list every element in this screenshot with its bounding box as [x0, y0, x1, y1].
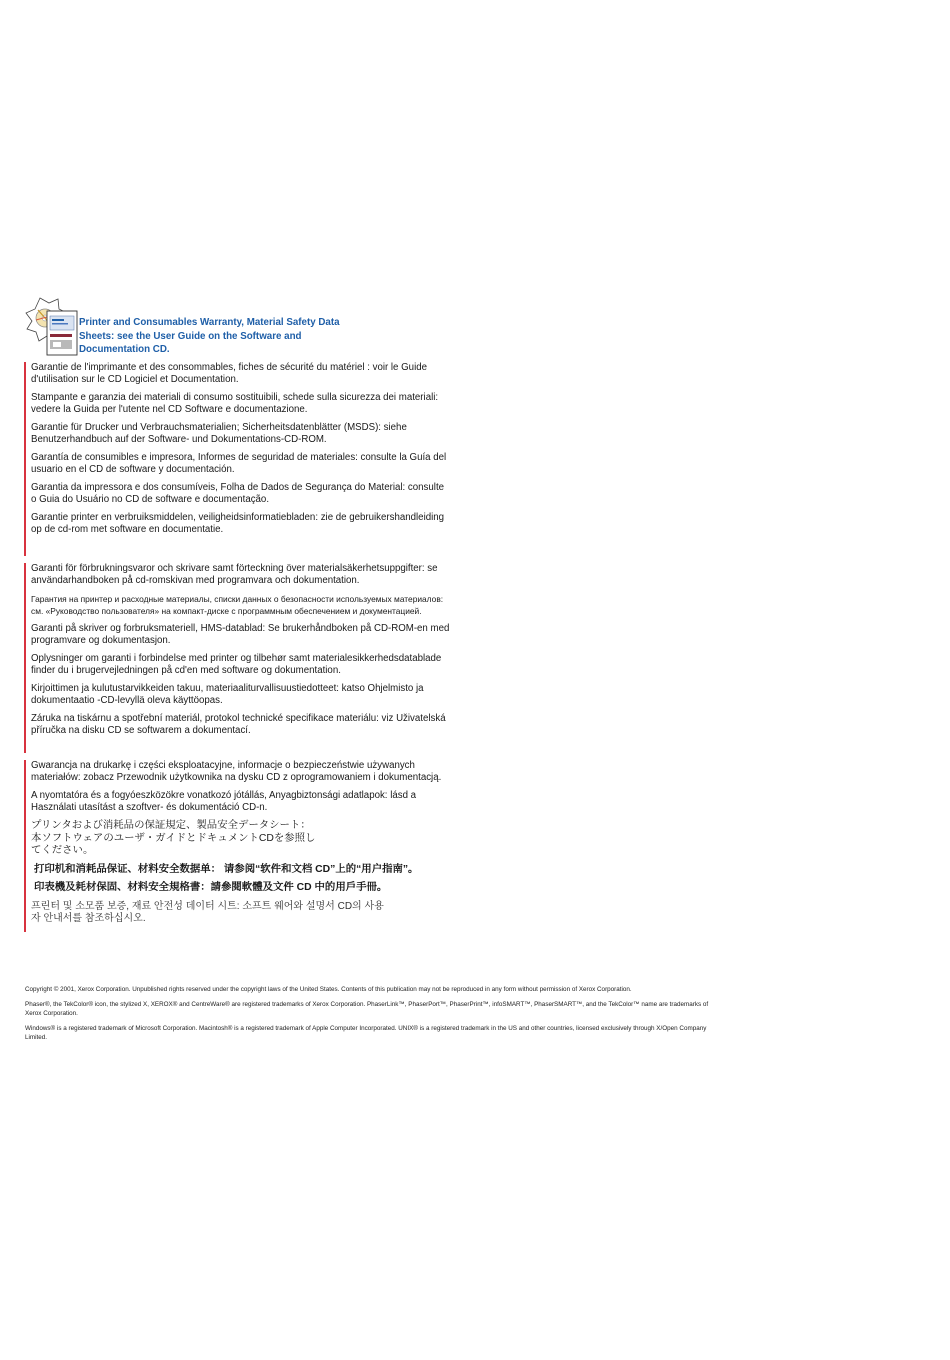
- header: [22, 296, 382, 360]
- warranty-text-norwegian: Garanti på skriver og forbruksmateriell, HMS-datablad: Se brukerhåndboken på CD-ROM-en med programvare og dokumentasjon.: [31, 623, 450, 646]
- warranty-text-hungarian: A nyomtatóra és a fogyóeszközökre vonatkozó jótállás, Anyagbiztonsági adatlapok: lásd a Használati utasítást a szoftver- és dokumentáció CD-n.: [31, 790, 417, 813]
- warranty-text-simplified-chinese: 打印机和消耗品保证、材料安全数据单： 请参阅“软件和文档 CD”上的“用户指南”。: [34, 863, 419, 875]
- warranty-text-korean: 프린터 및 소모품 보증, 재료 안전성 데이터 시트: 소프트 웨어와 설명서 CD의 사용자 안내서를 참조하십시오.: [31, 900, 384, 924]
- warranty-text-russian: Гарантия на принтер и расходные материалы, списки данных о безопасности используемых материалов: см. «Руководство пользователя» на компакт-диске с программным обеспечением и документацией.: [31, 594, 444, 616]
- warranty-text-polish: Gwarancja na drukarkę i części eksploatacyjne, informacje o bezpieczeństwie używanych materiałów: zobacz Przewodnik użytkownika na dysku CD z oprogramowaniem i dokumentacją.: [31, 760, 442, 783]
- warranty-text-french: Garantie de l'imprimante et des consommables, fiches de sécurité du matériel : voir le Guide d'utilisation sur le CD Logiciel et Documentation.: [31, 362, 427, 385]
- language-group-3: [24, 760, 454, 932]
- warranty-text-traditional-chinese: 印表機及耗材保固、材料安全規格書：請參閱軟體及文件 CD 中的用戶手冊。: [34, 882, 388, 893]
- language-group-2: [24, 563, 451, 753]
- warranty-text-japanese: プリンタおよび消耗品の保証規定、製品安全データシート：本ソフトウェアのユーザ・ガイドとドキュメントCDを参照してください。: [31, 820, 316, 856]
- legal-notices: [25, 985, 725, 1048]
- copyright-notice: Copyright © 2001, Xerox Corporation. Unpublished rights reserved under the copyright laws of the United States. Contents of this publication may not be reproduced in any form without permission of Xerox Corporation.: [25, 986, 632, 993]
- warranty-text-spanish: Garantía de consumibles e impresora, Informes de seguridad de materiales: consulte la Guía del usuario en el CD de software y documentación.: [31, 452, 447, 475]
- cd-documentation-icon: [22, 296, 82, 360]
- warranty-text-danish: Oplysninger om garanti i forbindelse med printer og tilbehør samt materialesikkerhedsdatablade finder du i brugervejledningen på cd'en med software og dokumentation.: [31, 653, 442, 676]
- warranty-text-portuguese: Garantia da impressora e dos consumíveis, Folha de Dados de Segurança do Material: consulte o Guia do Usuário no CD de software e documentação.: [31, 482, 445, 505]
- warranty-text-finnish: Kirjoittimen ja kulutustarvikkeiden takuu, materiaaliturvallisuustiedotteet: katso Ohjelmisto ja dokumentaatio -CD-levyllä oleva käyttöopas.: [31, 683, 424, 706]
- trademark-notice-third-party: Windows® is a registered trademark of Microsoft Corporation. Macintosh® is a registered trademark of Apple Computer Incorporated. UNIX® is a registered trademark in the US and other countries, licensed exclusively through X/Open Company Limited.: [25, 1025, 707, 1041]
- header-title: Printer and Consumables Warranty, Material Safety Data Sheets: see the User Guide on the Software and Documentation CD.: [79, 317, 340, 355]
- warranty-text-swedish: Garanti för förbrukningsvaror och skrivare samt förteckning över materialsäkerhetsuppgifter: se användarhandboken på cd-romskivan med programvara och dokumentation.: [31, 563, 438, 586]
- trademark-notice-xerox: Phaser®, the TekColor® icon, the stylized X, XEROX® and CentreWare® are registered trademarks of Xerox Corporation. PhaserLink™, PhaserPort™, PhaserPrint™, infoSMART™, PhaserSMART™, and the TekColor™ name are trademarks of Xerox Corporation.: [25, 1001, 709, 1017]
- warranty-text-german: Garantie für Drucker und Verbrauchsmaterialien; Sicherheitsdatenblätter (MSDS): siehe Benutzerhandbuch auf der Software- und Dokumentations-CD-ROM.: [31, 422, 407, 445]
- warranty-text-czech: Záruka na tiskárnu a spotřební materiál, protokol technické specifikace materiálu: viz Uživatelská příručka na disku CD se softwarem a dokumentací.: [31, 713, 446, 736]
- language-group-1: [24, 362, 451, 556]
- warranty-text-italian: Stampante e garanzia dei materiali di consumo sostituibili, schede sulla sicurezza dei materiali: vedere la Guida per l'utente nel CD Software e documentazione.: [31, 392, 439, 415]
- warranty-text-dutch: Garantie printer en verbruiksmiddelen, veiligheidsinformatiebladen: zie de gebruikershandleiding op de cd-rom met software en documentatie.: [31, 512, 445, 535]
